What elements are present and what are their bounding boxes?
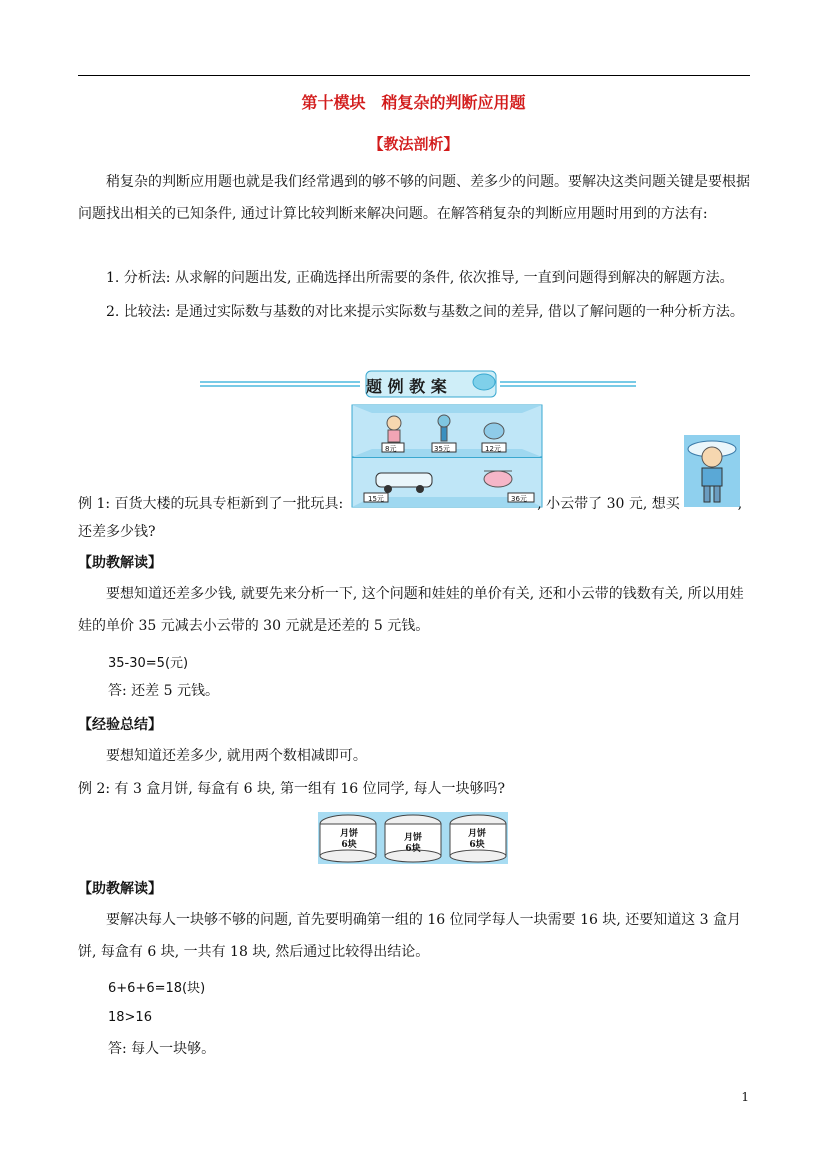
- page-number: 1: [741, 1090, 749, 1104]
- help2-answer: 答: 每人一块够。: [108, 1041, 216, 1057]
- example1-text-b: , 小云带了 30 元, 想买: [537, 496, 680, 512]
- box1-label: 月饼 6块: [339, 829, 358, 850]
- section-subtitle: 【教法剖析】: [368, 135, 459, 153]
- price-tag-doll: 8元: [385, 445, 397, 453]
- intro-paragraph: 稍复杂的判断应用题也就是我们经常遇到的够不够的问题、差多少的问题。要解决这类问题关键是要根据问题找出相关的已知条件, 通过计算比较判断来解决问题。在解答稍复杂的判断应用题时用到的方法有:: [78, 174, 750, 222]
- example2-text: 例 2: 有 3 盒月饼, 每盒有 6 块, 第一组有 16 位同学, 每人一块够吗?: [78, 781, 506, 797]
- help2-heading: 【助教解读】: [78, 881, 162, 897]
- banner-text: 题 例 教 案: [366, 377, 447, 396]
- help2-paragraph: 要解决每人一块够不够的问题, 首先要明确第一组的 16 位同学每人一块需要 16 块, 还要知道这 3 盒月饼, 每盒有 6 块, 一共有 18 块, 然后通过比较得出结论。: [78, 912, 742, 960]
- method-analysis: 1. 分析法: 从求解的问题出发, 正确选择出所需要的条件, 依次推导, 一直到问题得到解决的解题方法。: [106, 270, 734, 286]
- help2-formula1: 6+6+6=18(块): [108, 981, 206, 996]
- summary-paragraph: 要想知道还差多少, 就用两个数相减即可。: [106, 748, 367, 764]
- price-tag-car: 15元: [368, 495, 384, 503]
- box2-label: 月饼 6块: [403, 833, 422, 854]
- help1-answer: 答: 还差 5 元钱。: [108, 683, 219, 699]
- method-comparison: 2. 比较法: 是通过实际数与基数的对比来提示实际数与基数之间的差异, 借以了解问题的一种分析方法。: [106, 304, 744, 320]
- example1-text-a: 例 1: 百货大楼的玩具专柜新到了一批玩具:: [78, 496, 344, 512]
- help1-paragraph: 要想知道还差多少钱, 就要先来分析一下, 这个问题和娃娃的单价有关, 还和小云带的钱数有关, 所以用娃娃的单价 35 元减去小云带的 30 元就是还差的 5 元钱。: [78, 586, 744, 634]
- price-tag-elephant: 12元: [485, 445, 501, 453]
- box3-label: 月饼 6块: [467, 829, 486, 850]
- help2-formula2: 18>16: [108, 1010, 152, 1025]
- summary-heading: 【经验总结】: [78, 717, 162, 733]
- price-tag-figure: 35元: [434, 445, 450, 453]
- help1-formula: 35-30=5(元): [108, 656, 189, 671]
- example1-text-c: ,: [737, 496, 743, 512]
- page-title: 第十模块 稍复杂的判断应用题: [301, 93, 526, 112]
- price-tag-plane: 36元: [511, 495, 527, 503]
- help1-heading: 【助教解读】: [78, 555, 162, 571]
- header-rule: [78, 75, 750, 76]
- example1-line2: 还差多少钱?: [78, 524, 156, 540]
